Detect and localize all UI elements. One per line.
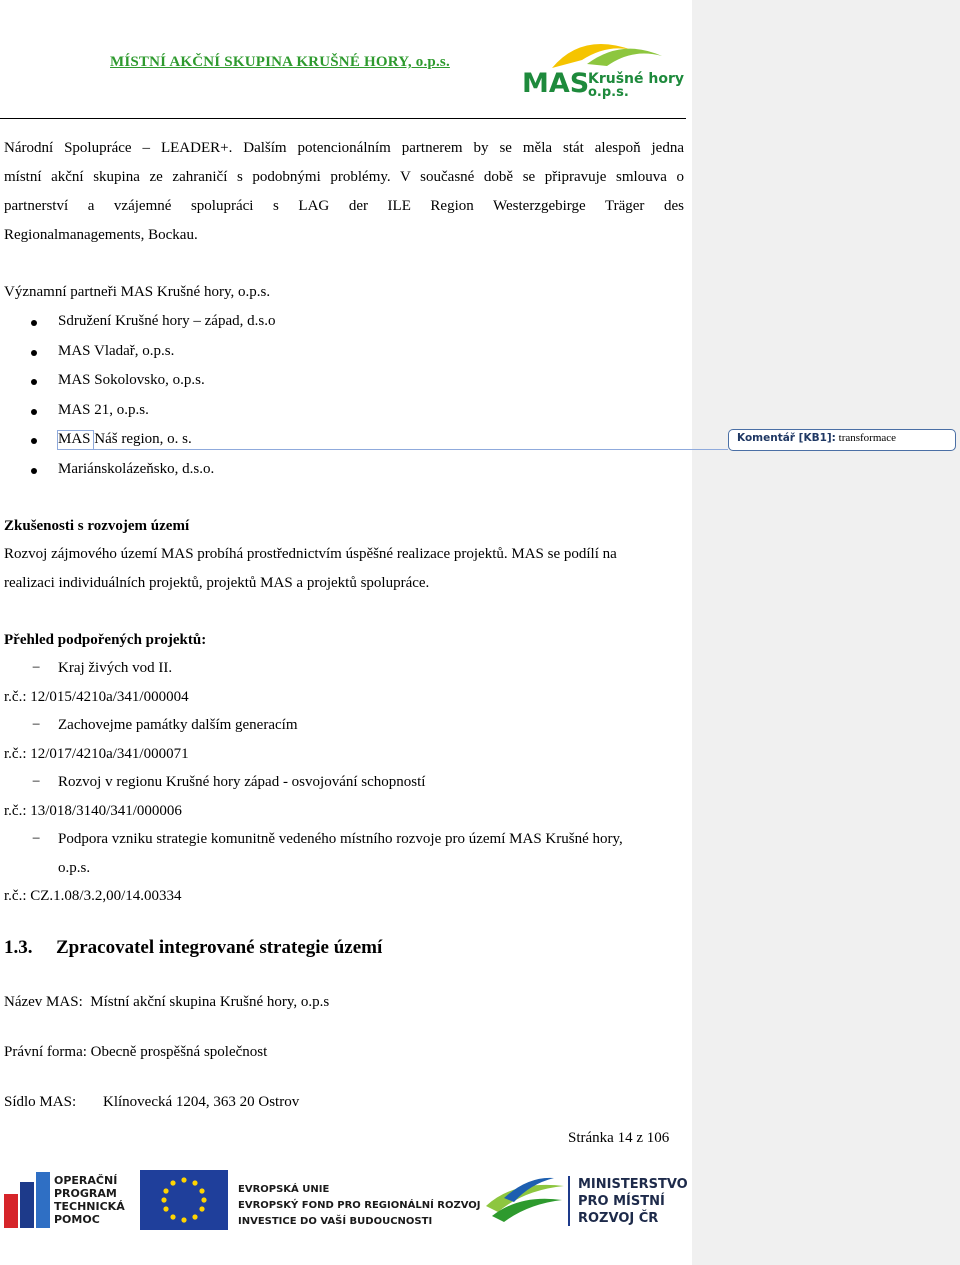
partner-item: Sdružení Krušné hory – západ, d.s.o [58,313,276,329]
mmr-logo-text: MINISTERSTVO PRO MÍSTNÍ ROZVOJ ČR [578,1177,688,1226]
page-number: Stránka 14 z 106 [568,1130,670,1146]
mmr-logo-icon [484,1176,566,1226]
section-title: Zpracovatel integrované strategie území [56,937,383,958]
project-name: Kraj živých vod II. [58,660,173,676]
eu-flag-icon [140,1170,228,1230]
dash-marker: − [32,717,41,733]
section-heading [4,937,382,959]
bullet-dot [31,379,37,385]
comment-anchor-highlight [57,430,94,450]
intro-line-1: Národní Spolupráce – LEADER+. Dalším potencionálním partnerem by se měla stát alespoň jedna [4,140,684,156]
info-name-label: Název MAS: [4,994,83,1010]
comment-label: Komentář [KB1]: [737,432,836,444]
project-reg: r.č.: 13/018/3140/341/000006 [4,803,182,819]
info-form [4,1044,267,1061]
info-seat-value: Klínovecká 1204, 363 20 Ostrov [103,1094,300,1110]
experience-heading: Zkušenosti s rozvojem území [4,518,190,534]
bullet-dot [31,468,37,474]
partners-heading: Významní partneři MAS Krušné hory, o.p.s. [4,284,271,300]
bullet-dot [31,409,37,415]
op-logo-text: OPERAČNÍ PROGRAM TECHNICKÁ POMOC [54,1174,125,1226]
info-form-value: Obecně prospěšná společnost [90,1044,268,1060]
eu-logo-text: EVROPSKÁ UNIE EVROPSKÝ FOND PRO REGIONÁLNÍ ROZVOJ INVESTICE DO VAŠÍ BUDOUCNOSTI [238,1184,481,1227]
header-rule [0,118,686,119]
comment-pane [692,0,960,1265]
intro-line-3: partnerství a vzájemné spolupráci s LAG der ILE Region Westerzgebirge Träger des [4,198,684,214]
mas-logo-text: MAS [522,68,590,99]
partner-item-rest: Náš region, o. s. [90,431,192,447]
info-seat [4,1094,76,1111]
experience-line-2: realizaci individuálních projektů, projektů MAS a projektů spolupráce. [4,575,430,591]
partner-item: MAS 21, o.p.s. [58,402,149,418]
project-name: Zachovejme památky dalším generacím [58,717,298,733]
info-name-value: Místní akční skupina Krušné hory, o.p.s [90,994,330,1010]
mas-logo [512,38,692,100]
project-reg: r.č.: CZ.1.08/3.2,00/14.00334 [4,888,182,904]
info-name [4,994,329,1011]
footer-logos [0,1160,960,1240]
project-reg: r.č.: 12/017/4210a/341/000071 [4,746,189,762]
dash-marker: − [32,660,41,676]
project-reg: r.č.: 12/015/4210a/341/000004 [4,689,189,705]
project-name: Rozvoj v regionu Krušné hory západ - osvojování schopností [58,774,426,790]
commented-text[interactable]: MAS [58,431,91,447]
comment-connector [94,449,728,450]
bullet-dot [31,350,37,356]
intro-line-2: místní akční skupina ze zahraničí s podobnými problémy. V současné době se připravuje smlouva o [4,169,684,185]
info-form-label: Právní forma: [4,1044,87,1060]
partner-item: MAS Sokolovsko, o.p.s. [58,372,205,388]
comment-text: transformace [838,432,897,444]
bullet-dot [31,438,37,444]
project-name: Podpora vzniku strategie komunitně vedeného místního rozvoje pro území MAS Krušné hory, [58,831,623,847]
dash-marker: − [32,774,41,790]
mas-logo-name: Krušné hory [588,71,685,87]
project-name-cont: o.p.s. [58,860,91,876]
dash-marker: − [32,831,41,847]
bullet-dot [31,320,37,326]
op-logo-icon [4,1172,50,1228]
comment-balloon[interactable] [728,429,956,451]
info-seat-label: Sídlo MAS: [4,1094,77,1110]
partner-item: MAS Vladař, o.p.s. [58,343,175,359]
mas-logo-ops: o.p.s. [588,85,629,100]
intro-line-4: Regionalmanagements, Bockau. [4,227,198,243]
header-title[interactable]: MÍSTNÍ AKČNÍ SKUPINA KRUŠNÉ HORY, o.p.s. [110,54,450,70]
experience-line-1: Rozvoj zájmového území MAS probíhá prostřednictvím úspěšné realizace projektů. MAS se podílí na [4,546,617,562]
partner-item: Mariánskolázeňsko, d.s.o. [58,461,215,477]
mmr-divider [568,1176,570,1226]
section-number: 1.3. [4,937,33,958]
projects-heading: Přehled podpořených projektů: [4,632,207,648]
